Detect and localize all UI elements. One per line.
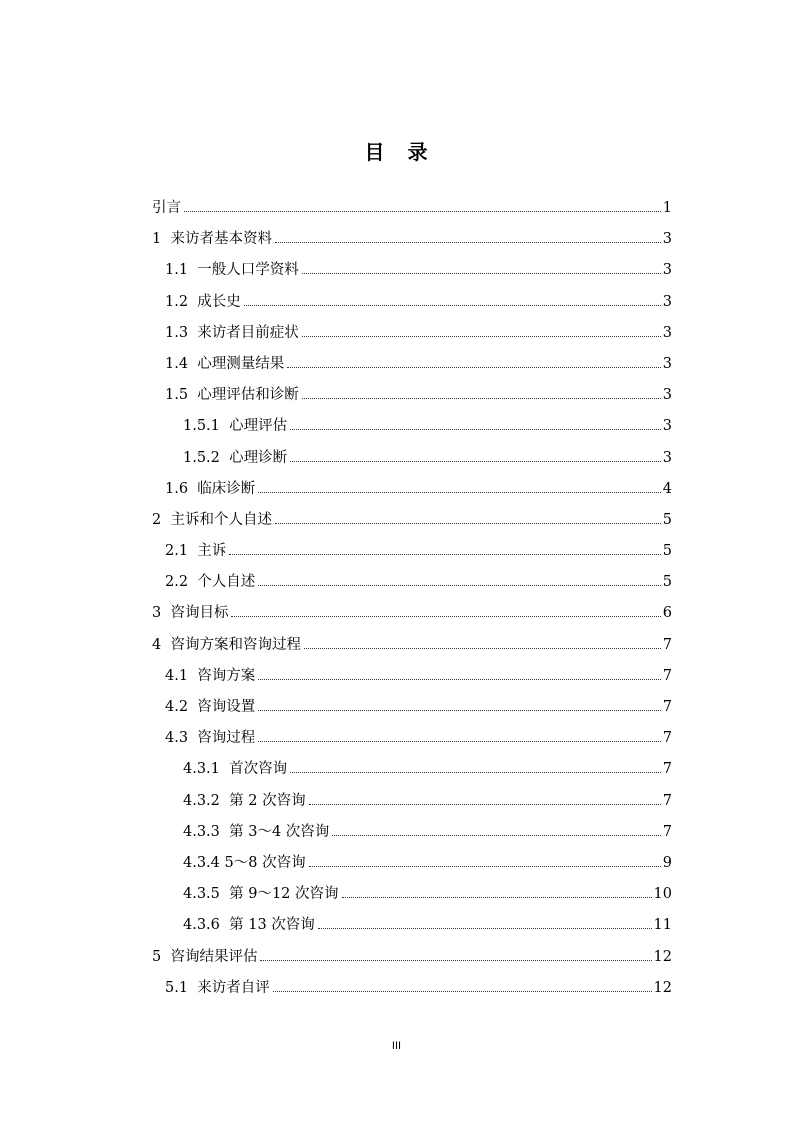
toc-entry-title: 来访者自评 [197,979,270,996]
toc-entry-number: 4 [152,636,171,653]
toc-entry[interactable] [152,258,672,289]
toc-entry[interactable] [152,321,672,352]
toc-entry-page: 5 [662,574,672,591]
toc-dot-leader [332,835,660,836]
toc-entry-page: 3 [662,293,672,310]
toc-dot-leader [273,991,652,992]
toc-entry-title: 引言 [152,200,181,216]
toc-entry-page: 3 [662,355,672,372]
toc-entry-title: 心理评估 [229,418,288,435]
toc-entry-number: 2 [152,511,171,528]
toc-entry-title: 5～8 次咨询 [224,854,306,871]
toc-entry-number: 4.1 [165,667,198,684]
toc-entry[interactable] [152,726,672,757]
toc-dot-leader [342,897,652,898]
toc-entry-number: 5 [152,948,171,965]
toc-entry-title: 一般人口学资料 [197,262,299,279]
toc-entry[interactable] [152,913,672,944]
toc-dot-leader [304,648,661,649]
toc-entry[interactable] [152,757,672,788]
toc-entry-title: 咨询设置 [197,699,256,715]
toc-entry[interactable] [152,227,672,258]
toc-entry-title: 首次咨询 [229,761,288,778]
toc-dot-leader [290,461,661,462]
toc-dot-leader [290,772,661,773]
toc-entry[interactable] [152,851,672,882]
toc-entry-number: 3 [152,605,171,622]
toc-dot-leader [275,242,661,243]
toc-entry-number: 1.5.1 [183,418,230,435]
toc-entry-title: 心理评估和诊断 [197,387,299,404]
toc-entry[interactable] [152,945,672,976]
toc-entry[interactable] [152,820,672,851]
toc-entry-page: 5 [662,543,672,560]
toc-entry[interactable] [152,601,672,632]
toc-entry-page: 7 [662,823,672,840]
toc-entry-title: 咨询过程 [197,730,256,747]
toc-entry[interactable] [152,882,672,913]
toc-entry-number: 1 [152,231,171,248]
toc-entry-number: 1.5 [165,387,198,404]
toc-entry-page: 6 [662,605,672,622]
toc-entry-number: 2.1 [165,543,198,560]
toc-entry-title: 临床诊断 [197,480,256,497]
toc-dot-leader [302,398,661,399]
toc-dot-leader [258,492,660,493]
toc-entry-title: 第 13 次咨询 [229,917,315,934]
toc-entry-title: 成长史 [197,293,241,310]
toc-entry-title: 第 2 次咨询 [229,792,306,809]
toc-entry-page: 7 [662,667,672,684]
title-char-1: 目 [364,140,386,164]
toc-dot-leader [309,866,661,867]
toc-entry-page: 7 [662,636,672,653]
toc-dot-leader [302,336,661,337]
toc-entry[interactable] [152,352,672,383]
toc-entry-page: 3 [662,449,672,466]
toc-entry[interactable] [152,570,672,601]
toc-entry-number: 2.2 [165,574,198,591]
toc-dot-leader [260,960,651,961]
toc-dot-leader [318,928,652,929]
toc-entry-page: 3 [662,324,672,341]
toc-entry-title: 第 3～4 次咨询 [229,823,330,840]
toc-entry-page: 3 [662,262,672,279]
toc-entry-page: 7 [662,792,672,809]
toc-entry-page: 4 [662,480,672,497]
toc-dot-leader [244,305,661,306]
toc-dot-leader [258,585,660,586]
toc-entry-title: 心理测量结果 [197,355,285,372]
toc-entry-page: 12 [653,948,672,965]
toc-entry-title: 咨询结果评估 [170,948,258,965]
toc-entry-number: 4.3.5 [183,886,230,903]
toc-dot-leader [258,710,660,711]
toc-entry-number: 4.3.2 [183,792,230,809]
table-of-contents [152,196,672,1007]
toc-entry-page: 3 [662,231,672,248]
toc-dot-leader [302,273,661,274]
toc-entry-title: 来访者基本资料 [170,231,272,248]
toc-entry[interactable] [152,789,672,820]
toc-entry-number: 4.3.4 [183,854,225,871]
toc-entry[interactable] [152,508,672,539]
toc-entry-number: 1.5.2 [183,449,230,466]
toc-entry[interactable] [152,414,672,445]
toc-dot-leader [309,804,661,805]
toc-entry-page: 7 [662,761,672,778]
toc-entry-page: 3 [662,418,672,435]
toc-dot-leader [184,211,661,212]
toc-entry-number: 4.3.6 [183,917,230,934]
toc-entry-number: 4.3 [165,730,198,747]
toc-entry-number: 1.3 [165,324,198,341]
toc-entry-title: 咨询方案 [197,667,256,684]
toc-dot-leader [275,523,661,524]
toc-entry[interactable] [152,196,672,227]
toc-entry-number: 4.2 [165,699,198,715]
toc-entry-page: 11 [653,917,672,934]
toc-entry[interactable] [152,664,672,695]
toc-entry-number: 1.1 [165,262,198,279]
toc-entry-number: 4.3.3 [183,823,230,840]
toc-entry[interactable] [152,477,672,508]
toc-entry-title: 主诉和个人自述 [170,511,272,528]
toc-entry-page: 5 [662,511,672,528]
toc-dot-leader [258,679,660,680]
toc-entry-number: 1.6 [165,480,198,497]
toc-entry-page: 12 [653,979,672,996]
toc-entry-number: 1.2 [165,293,198,310]
toc-entry-page: 10 [653,886,672,903]
toc-entry-title: 咨询方案和咨询过程 [170,636,301,653]
title-char-2: 录 [407,140,429,164]
toc-entry-page: 7 [662,699,672,715]
toc-dot-leader [287,367,660,368]
toc-entry-title: 来访者目前症状 [197,324,299,341]
page-title [0,136,793,165]
toc-entry-number: 1.4 [165,355,198,372]
toc-entry-title: 咨询目标 [170,605,229,622]
toc-entry-title: 主诉 [197,543,227,560]
toc-entry-page: 1 [662,200,672,216]
page-number: III [391,1040,402,1052]
toc-entry[interactable] [152,633,672,664]
toc-entry-title: 个人自述 [197,574,256,591]
toc-entry-title: 第 9～12 次咨询 [229,886,339,903]
toc-entry[interactable] [152,695,672,726]
toc-entry-page: 3 [662,387,672,404]
toc-dot-leader [290,429,661,430]
toc-dot-leader [229,554,660,555]
toc-entry-number: 4.3.1 [183,761,230,778]
toc-entry[interactable] [152,976,672,1007]
toc-entry-page: 7 [662,730,672,747]
toc-entry[interactable] [152,383,672,414]
toc-entry-title: 心理诊断 [229,449,288,466]
toc-entry-number: 5.1 [165,979,198,996]
toc-dot-leader [258,741,660,742]
toc-dot-leader [231,616,660,617]
toc-entry[interactable] [152,290,672,321]
toc-entry-page: 9 [662,854,672,871]
toc-entry[interactable] [152,539,672,570]
toc-entry[interactable] [152,446,672,477]
